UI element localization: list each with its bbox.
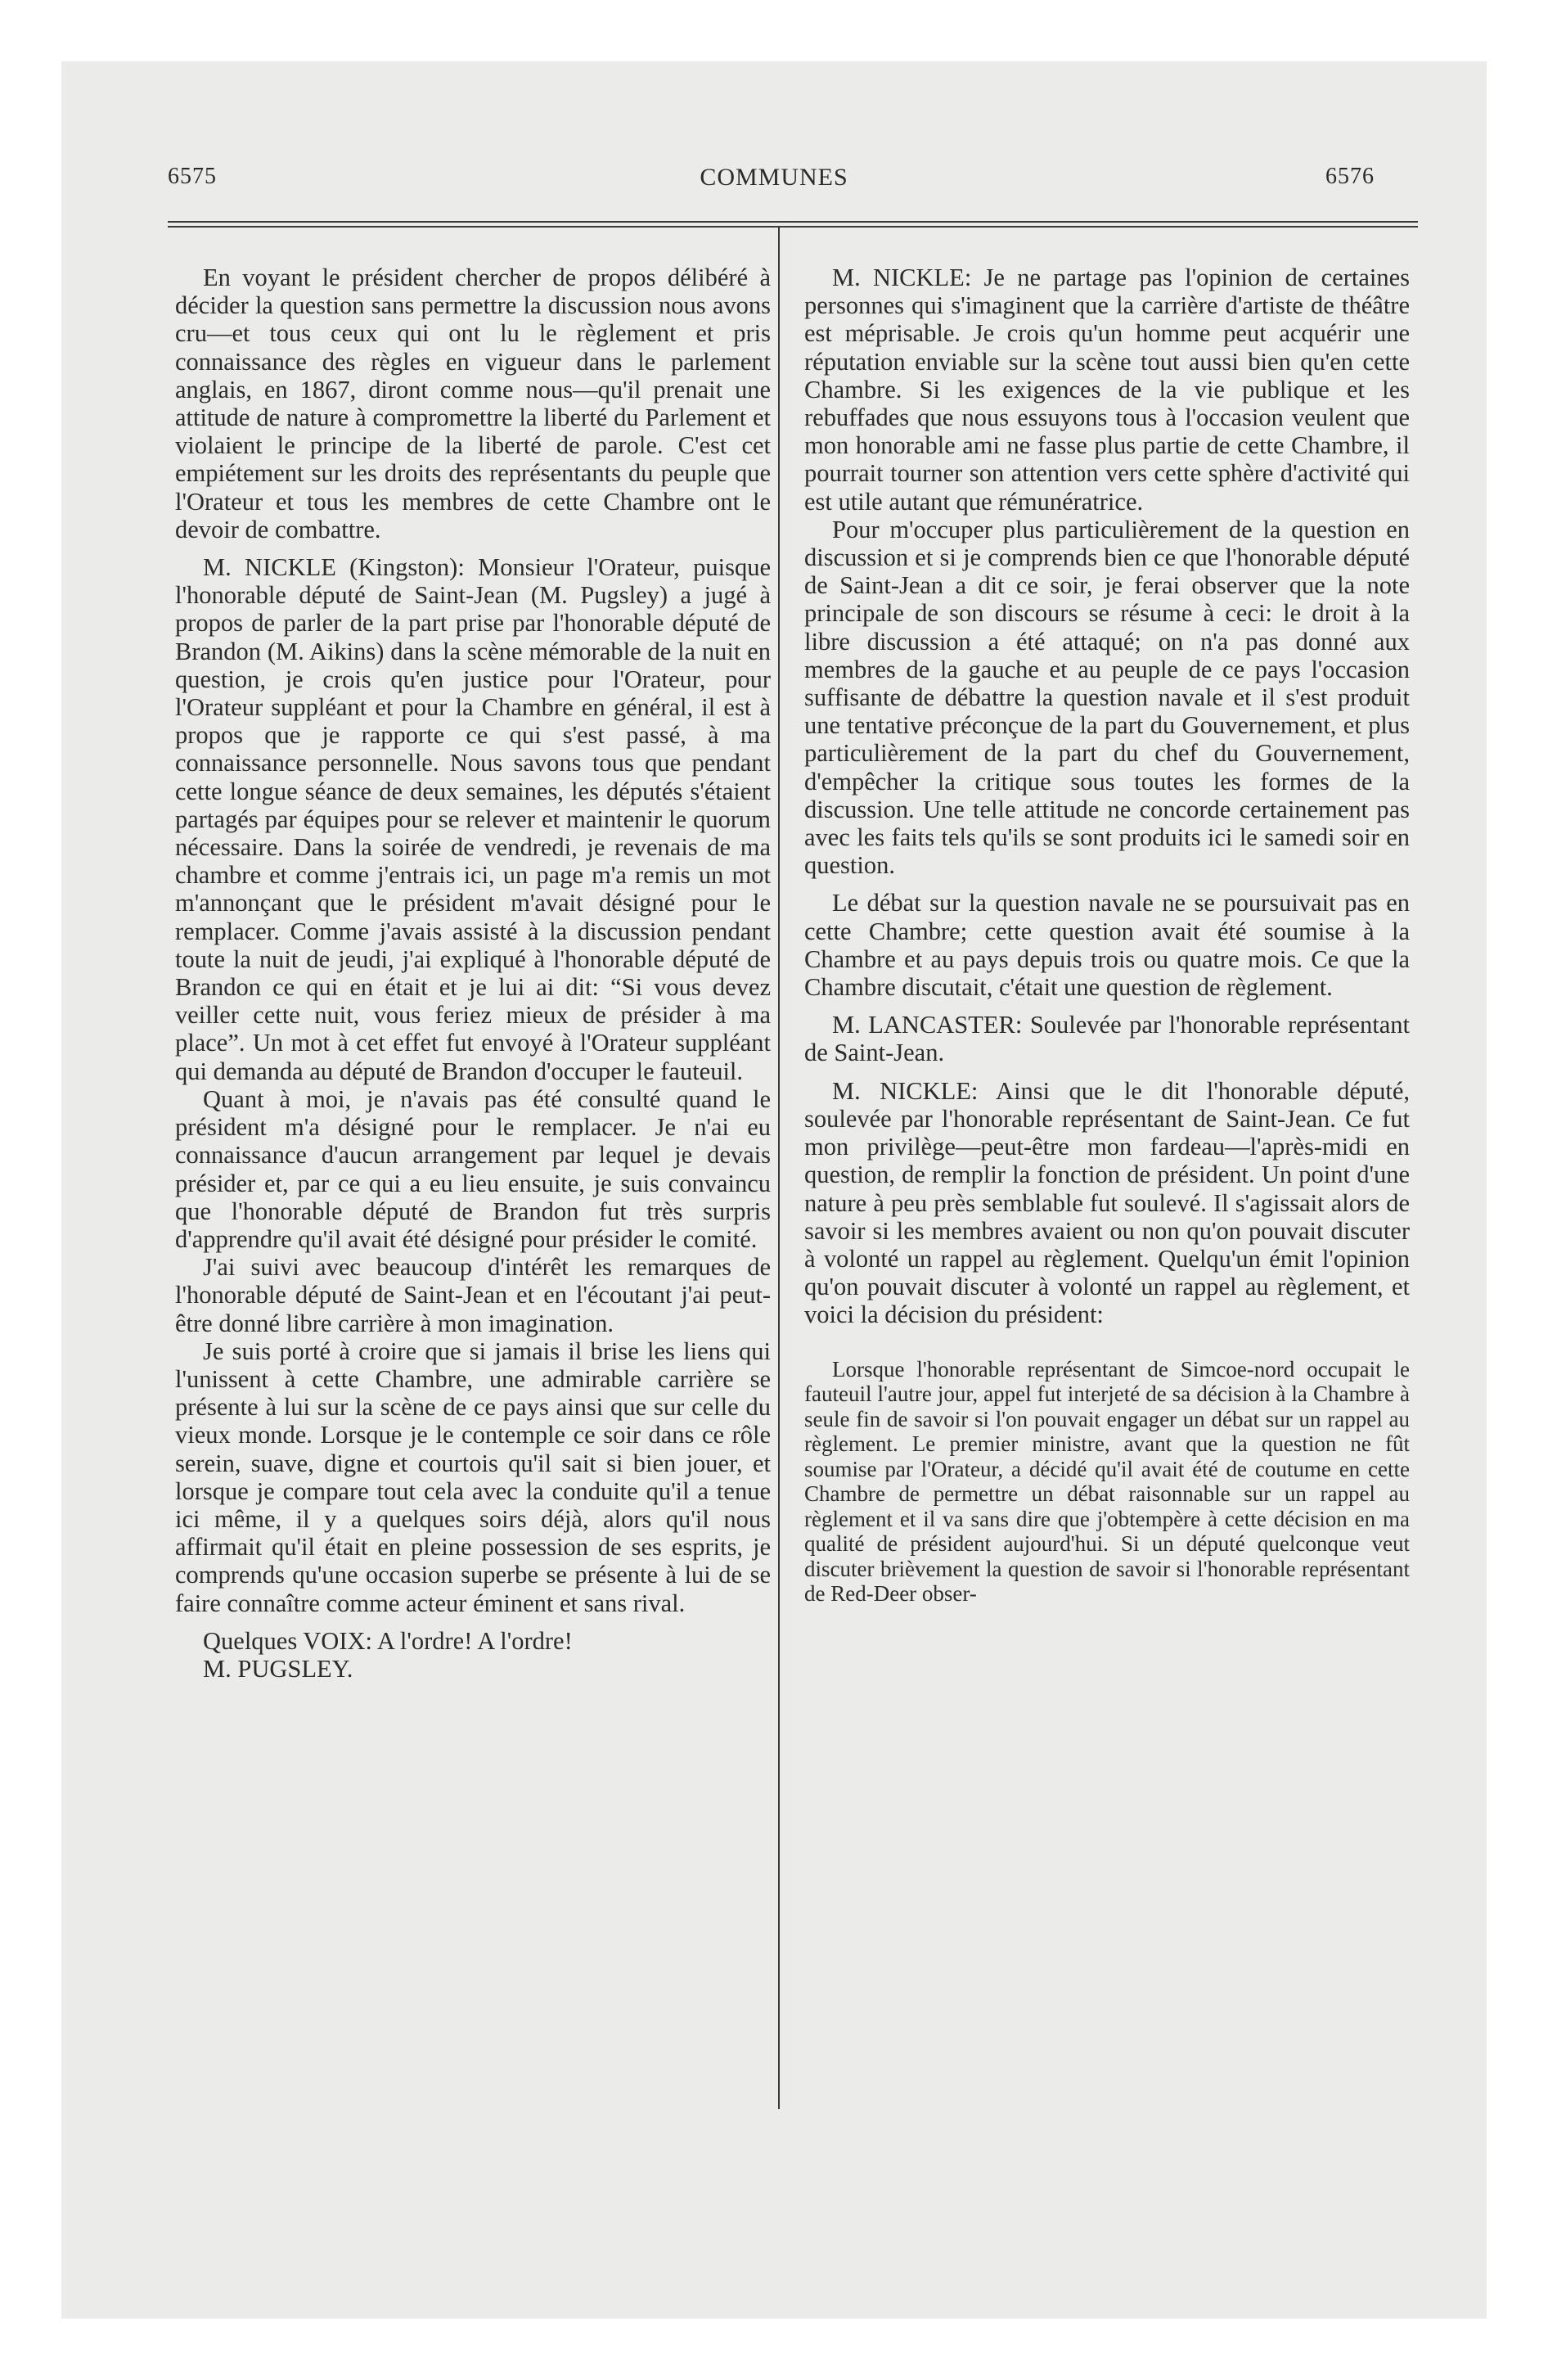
header-rule [168,221,1418,223]
paragraph: M. NICKLE: Je ne partage pas l'opinion de certaines personnes qui s'imaginent que la carrière d'artiste de théâtre est méprisable. Je crois qu'un homme peut acquérir une réputation enviable sur la scène tout aussi bien qu'en cette Chambre. Si les exigences de la vie publique et les rebuffades que nous essuyons tous à l'occasion veulent que mon honorable ami ne fasse plus partie de cette Chambre, il pourrait tourner son attention vers cette sphère d'activité qui est utile autant que rémunératrice. [804,264,1410,516]
header-rule-double [168,226,1418,228]
paragraph: En voyant le président chercher de propos délibéré à décider la question sans permettre la discussion nous avons cru—et tous ceux qui ont lu le règlement et pris connaissance des règles en vigueur dans le parlement anglais, en 1867, diront comme nous—qu'il prenait une attitude de nature à compromettre la liberté du Parlement et violaient le principe de la liberté de parole. C'est cet empiétement sur les droits des représentants du peuple que l'Orateur et tous les membres de cette Chambre ont le devoir de combattre. [175,264,771,543]
paragraph: J'ai suivi avec beaucoup d'intérêt les remarques de l'honorable député de Saint-Jean et en l'écoutant j'ai peut-être donné libre carrière à mon imagination. [175,1253,771,1337]
paragraph: Je suis porté à croire que si jamais il brise les liens qui l'unissent à cette Chambre, une admirable carrière se présente à lui sur la scène de ce pays ainsi que sur celle du vieux monde. Lorsque je le contemple ce soir dans ce rôle serein, suave, digne et courtois qu'il sait si bien jouer, et lorsque je compare tout cela avec la conduite qu'il a tenue ici même, il y a quelques soirs déjà, alors qu'il nous affirmait qu'il était en pleine possession de ses esprits, je comprends qu'une occasion superbe se présente à lui de se faire connaître comme acteur éminent et sans rival. [175,1336,771,1617]
paragraph: Le débat sur la question navale ne se poursuivait pas en cette Chambre; cette question avait été soumise à la Chambre et au pays depuis trois ou quatre mois. Ce que la Chambre discutait, c'était une question de règlement. [804,889,1410,1002]
paragraph: M. LANCASTER: Soulevée par l'honorable représentant de Saint-Jean. [804,1011,1410,1067]
page-number-left: 6575 [168,164,217,189]
paragraph: M. NICKLE (Kingston): Monsieur l'Orateur, puisque l'honorable député de Saint-Jean (M. Pugsley) a jugé à propos de parler de la part prise par l'honorable député de Brandon (M. Aikins) dans la scène mémorable de la nuit en question, je crois qu'en justice pour l'Orateur, pour l'Orateur suppléant et pour la Chambre en général, il est à propos que je rapporte ce qui s'est passé, à ma connaissance personnelle. Nous savons tous que pendant cette longue séance de deux semaines, les députés s'étaient partagés par équipes pour se relever et maintenir le quorum nécessaire. Dans la soirée de vendredi, je revenais de ma chambre et comme j'entrais ici, un page m'a remis un mot m'annonçant que le président m'avait désigné pour le remplacer. Comme j'avais assisté à la discussion pendant toute la nuit de jeudi, j'ai expliqué à l'honorable député de Brandon ce qui en était et je lui ai dit: “Si vous devez veiller cette nuit, vous feriez mieux de présider à ma place”. Un mot à cet effet fut envoyé à l'Orateur suppléant qui demanda au député de Brandon d'occuper le fauteuil. [175,553,771,1085]
paragraph: Pour m'occuper plus particulièrement de la question en discussion et si je comprends bien ce que l'honorable député de Saint-Jean a dit ce soir, je ferai observer que la note principale de son discours se résume à ceci: le droit à la libre discussion a été attaqué; on n'a pas donné aux membres de la gauche et au peuple de ce pays l'occasion suffisante de débattre la question navale et il s'est produit une tentative préconçue de la part du Gouvernement, et plus particulièrement de la part du chef du Gouvernement, d'empêcher la critique sous toutes les formes de la discussion. Une telle attitude ne concorde certainement pas avec les faits tels qu'ils se sont produits ici le samedi soir en question. [804,515,1410,880]
paragraph: Quant à moi, je n'avais pas été consulté quand le président m'a désigné pour le remplacer. Je n'ai eu connaissance d'aucun arrangement par lequel je devais présider et, par ce qui a eu lieu ensuite, je suis convaincu que l'honorable député de Brandon fut très surpris d'apprendre qu'il avait été désigné pour présider le comité. [175,1084,771,1253]
right-column [804,264,1410,1607]
quoted-ruling: Lorsque l'honorable représentant de Simcoe-nord occupait le fauteuil l'autre jour, appel fut interjeté de sa décision à la Chambre à seule fin de savoir si l'on pouvait engager un débat sur un rappel au règlement. Le premier ministre, avant que la question ne fût soumise par l'Orateur, a décidé qu'il avait été de coutume en cette Chambre de permettre un débat raisonnable sur un rappel au règlement et il va sans dire que j'obtempère à cette décision en ma qualité de président aujourd'hui. Si un député quelconque veut discuter brièvement la question de savoir si l'honorable représentant de Red-Deer obser- [804,1356,1410,1607]
page-number-right: 6576 [1325,164,1375,189]
column-divider [778,227,780,2109]
left-column [175,264,771,1683]
paragraph: M. PUGSLEY. [203,1654,353,1683]
paragraph: Quelques VOIX: A l'ordre! A l'ordre! [203,1626,573,1655]
page-title: COMMUNES [700,164,848,191]
paragraph: M. NICKLE: Ainsi que le dit l'honorable député, soulevée par l'honorable représentant de Saint-Jean. Ce fut mon privilège—peut-être mon fardeau—l'après-midi en question, de remplir la fonction de président. Un point d'une nature à peu près semblable fut soulevé. Il s'agissait alors de savoir si les membres avaient ou non qu'on pouvait discuter à volonté un rappel au règlement. Quelqu'un émit l'opinion qu'on pouvait discuter à volonté un rappel au règlement, et voici la décision du président: [804,1076,1410,1329]
